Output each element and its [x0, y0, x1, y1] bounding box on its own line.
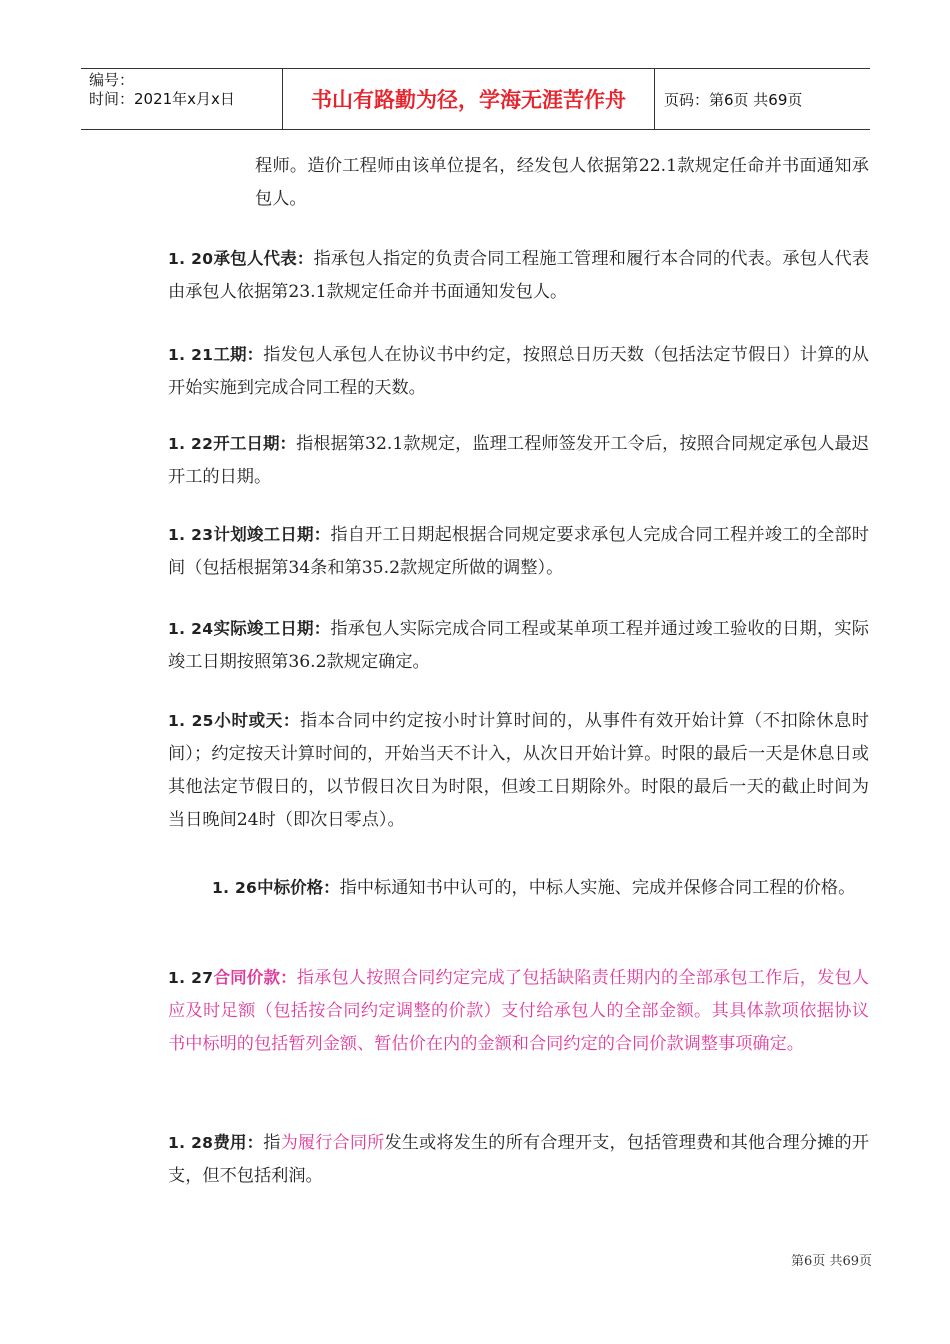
page-header — [81, 68, 870, 130]
clause-highlight: 为履行合同所 — [280, 1133, 385, 1153]
clause-text: 指承包人实际完成合同工程或某单项工程并通过竣工验收的日期，实际竣工日期按照第36.2款规定确定。 — [168, 619, 869, 672]
clause-text: 指本合同中约定按小时计算时间的，从事件有效开始计算（不扣除休息时间）；约定按天计算时间的，开始当天不计入，从次日开始计算。时限的最后一天是休息日或其他法定节假日的，以节假日次日为时限，但竣工日期除外。时限的最后一天的截止时间为当日晚间24时（即次日零点）。 — [168, 711, 869, 830]
clause-1-23 — [168, 518, 869, 585]
clause-text: 指发包人承包人在协议书中约定，按照总日历天数（包括法定节假日）计算的从开始实施到完成合同工程的天数。 — [168, 345, 869, 398]
clause-1-21 — [168, 338, 869, 405]
clause-number: 1. 20 — [168, 250, 214, 268]
clause-number: 1. 23 — [168, 526, 214, 544]
time-label: 时间：2021年x月x日 — [89, 90, 235, 108]
clause-text: 指自开工日期起根据合同规定要求承包人完成合同工程并竣工的全部时间（包括根据第34条和第35.2款规定所做的调整）。 — [168, 525, 869, 578]
clause-1-27 — [168, 961, 869, 1061]
code-label: 编号： — [89, 71, 135, 89]
page-footer: 第6页 共69页 — [791, 1254, 872, 1269]
clause-text: 指 — [263, 1133, 281, 1153]
page-label: 页码：第6页 共69页 — [664, 90, 803, 109]
clause-number: 1. 27 — [168, 969, 214, 987]
clause-1-28 — [168, 1126, 869, 1193]
clause-term: 实际竣工日期： — [213, 619, 331, 638]
clause-text: 指根据第32.1款规定，监理工程师签发开工令后，按照合同规定承包人最迟开工的日期。 — [168, 434, 869, 487]
clause-1-25 — [168, 704, 869, 837]
continued-paragraph: 程师。造价工程师由该单位提名，经发包人依据第22.1款规定任命并书面通知承包人。 — [255, 156, 869, 209]
clause-term: 承包人代表： — [213, 249, 314, 268]
clause-1-20 — [168, 242, 869, 309]
clause-text: 发生或将发生的所有合理开支，包括管理费和其他合理分摊的开支，但不包括利润。 — [168, 1133, 869, 1186]
clause-text: 指中标通知书中认可的，中标人实施、完成并保修合同工程的价格。 — [339, 878, 856, 898]
clause-number: 1. 24 — [168, 620, 214, 638]
clause-term: 工期： — [213, 345, 264, 364]
header-info — [89, 71, 279, 109]
clause-number: 1. 26 — [212, 879, 258, 897]
clause-text: 指承包人指定的负责合同工程施工管理和履行本合同的代表。承包人代表由承包人依据第23.1款规定任命并书面通知发包人。 — [168, 249, 870, 302]
clause-term: 费用： — [213, 1133, 264, 1152]
clause-term: 合同价款： — [213, 968, 297, 987]
clause-term: 计划竣工日期： — [213, 525, 331, 544]
clause-number: 1. 21 — [168, 346, 214, 364]
clause-1-24 — [168, 612, 869, 679]
clause-term: 开工日期： — [213, 434, 297, 453]
clause-1-22 — [168, 427, 869, 494]
clause-number: 1. 25 — [168, 712, 214, 730]
clause-term: 中标价格： — [257, 878, 340, 897]
clause-text: 指承包人按照合同约定完成了包括缺陷责任期内的全部承包工作后，发包人应及时足额（包括按合同约定调整的价款）支付给承包人的全部金额。其具体款项依据协议书中标明的包括暂列金额、暂估价在内的金额和合同约定的合同价款调整事项确定。 — [168, 968, 870, 1054]
clause-number: 1. 28 — [168, 1134, 214, 1152]
clause-term: 小时或天： — [213, 711, 300, 730]
motto: 书山有路勤为径，学海无涯苦作舟 — [282, 69, 655, 129]
clause-1-26 — [212, 871, 869, 905]
clause-number: 1. 22 — [168, 435, 214, 453]
